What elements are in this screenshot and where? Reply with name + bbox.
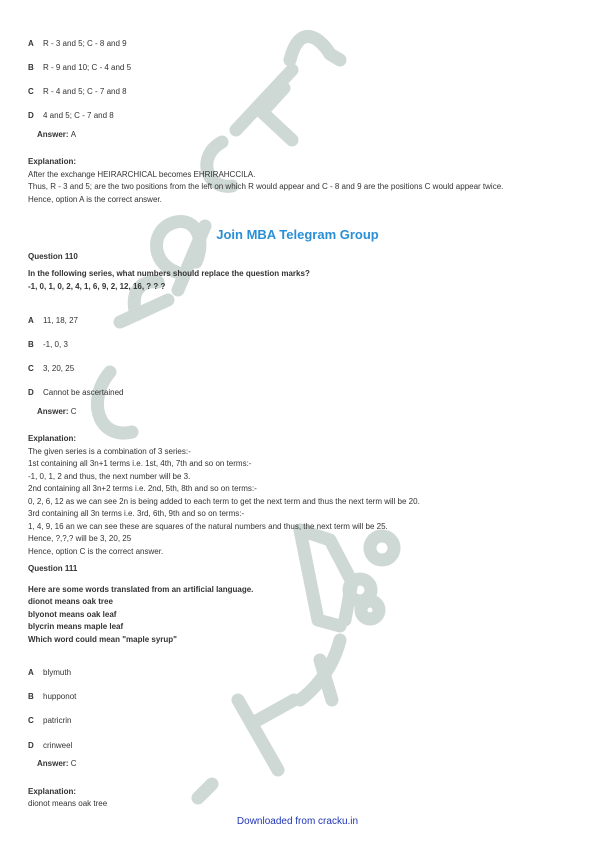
- option-c[interactable]: [28, 363, 74, 374]
- answer: [37, 129, 76, 140]
- option-d[interactable]: [28, 387, 124, 398]
- option-text: R - 4 and 5; C - 7 and 8: [43, 87, 127, 96]
- option-text: 11, 18, 27: [43, 316, 78, 325]
- watermark-stroke-k: [236, 70, 292, 140]
- explanation-label: Explanation:: [28, 787, 77, 796]
- explanation-line: 1st containing all 3n+1 terms i.e. 1st, 4th, 7th and so on terms:-: [28, 459, 252, 468]
- explanation-line: -1, 0, 1, 2 and thus, the next number will be 3.: [28, 472, 191, 481]
- watermark-circle-2: [349, 579, 371, 601]
- option-letter: C: [28, 364, 34, 373]
- question-text: Here are some words translated from an artificial language.: [28, 585, 254, 594]
- watermark-circle-3: [361, 601, 379, 619]
- answer: [37, 406, 77, 417]
- option-d[interactable]: [28, 110, 114, 121]
- option-letter: B: [28, 340, 34, 349]
- watermark-stroke-lower-4: [238, 700, 294, 770]
- explanation-line: Hence, option A is the correct answer.: [28, 195, 162, 204]
- explanation-line: After the exchange HEIRARCHICAL becomes EHRIRAHCCILA.: [28, 170, 256, 179]
- option-text: 4 and 5; C - 7 and 8: [43, 111, 114, 120]
- option-letter: A: [28, 39, 34, 48]
- watermark-stroke-lower-5: [198, 784, 212, 798]
- option-text: -1, 0, 3: [43, 340, 68, 349]
- watermark-stroke-lower-3: [300, 640, 340, 700]
- explanation-line: 0, 2, 6, 12 as we can see 2n is being added to each term to get the next term and thus the next term will be 20.: [28, 497, 420, 506]
- option-letter: A: [28, 316, 34, 325]
- question-text: blycrin means maple leaf: [28, 622, 124, 631]
- option-b[interactable]: [28, 339, 68, 350]
- question-text: In the following series, what numbers should replace the question marks?: [28, 269, 310, 278]
- explanation-line: dionot means oak tree: [28, 799, 108, 808]
- answer-label: Answer:: [37, 130, 69, 139]
- option-c[interactable]: [28, 86, 127, 97]
- question-text: dionot means oak tree: [28, 597, 113, 606]
- watermark-circle-1: [370, 536, 394, 560]
- option-letter: A: [28, 668, 34, 677]
- option-letter: B: [28, 63, 34, 72]
- option-letter: B: [28, 692, 34, 701]
- watermark-stroke-lower-1: [300, 530, 352, 620]
- option-letter: D: [28, 388, 34, 397]
- question-text: -1, 0, 1, 0, 2, 4, 1, 6, 9, 2, 12, 16, ? ? ?: [28, 282, 166, 291]
- option-letter: D: [28, 111, 34, 120]
- option-letter: C: [28, 716, 34, 725]
- watermark-stroke-c: [97, 372, 132, 433]
- answer-value: A: [70, 130, 77, 139]
- option-text: blymuth: [43, 668, 72, 677]
- option-text: R - 9 and 10; C - 4 and 5: [43, 63, 132, 72]
- footer-download-link[interactable]: Downloaded from cracku.in: [236, 816, 359, 827]
- explanation-line: Thus, R - 3 and 5; are the two positions from the left on which R would appear and C - 8 and 9 are the positions C would appear twice.: [28, 182, 504, 191]
- question-text: blyonot means oak leaf: [28, 610, 117, 619]
- option-text: hupponot: [43, 692, 77, 701]
- option-text: 3, 20, 25: [43, 364, 75, 373]
- option-c[interactable]: [28, 715, 71, 726]
- answer-label: Answer:: [37, 407, 69, 416]
- watermark-stroke-lower-2: [300, 530, 340, 626]
- question-title: Question 110: [28, 252, 78, 261]
- option-text: crinweel: [43, 741, 73, 750]
- answer: [37, 758, 77, 769]
- telegram-group-link[interactable]: Join MBA Telegram Group: [216, 227, 379, 242]
- explanation-line: The given series is a combination of 3 series:-: [28, 447, 191, 456]
- option-a[interactable]: [28, 315, 78, 326]
- option-b[interactable]: [28, 62, 131, 73]
- option-text: patricrin: [43, 716, 72, 725]
- option-text: Cannot be ascertained: [43, 388, 124, 397]
- option-text: R - 3 and 5; C - 8 and 9: [43, 39, 127, 48]
- explanation-line: 3rd containing all 3n terms i.e. 3rd, 6th, 9th and so on terms:-: [28, 509, 245, 518]
- answer-value: C: [70, 759, 77, 768]
- explanation-label: Explanation:: [28, 157, 77, 166]
- explanation-line: 1, 4, 9, 16 an we can see these are squares of the natural numbers and thus, the next term will be 25.: [28, 522, 388, 531]
- option-letter: C: [28, 87, 34, 96]
- explanation-label: Explanation:: [28, 434, 77, 443]
- question-text: Which word could mean "maple syrup": [28, 635, 177, 644]
- answer-value: C: [70, 407, 77, 416]
- option-b[interactable]: [28, 691, 76, 702]
- answer-label: Answer:: [37, 759, 69, 768]
- option-d[interactable]: [28, 740, 72, 751]
- watermark-stroke-u: [290, 36, 340, 60]
- option-letter: D: [28, 741, 34, 750]
- explanation-line: Hence, option C is the correct answer.: [28, 547, 164, 556]
- option-a[interactable]: [28, 38, 127, 49]
- question-title: Question 111: [28, 564, 78, 573]
- explanation-line: 2nd containing all 3n+2 terms i.e. 2nd, 5th, 8th and so on terms:-: [28, 484, 257, 493]
- explanation-line: Hence, ?,?,? will be 3, 20, 25: [28, 534, 132, 543]
- option-a[interactable]: [28, 667, 71, 678]
